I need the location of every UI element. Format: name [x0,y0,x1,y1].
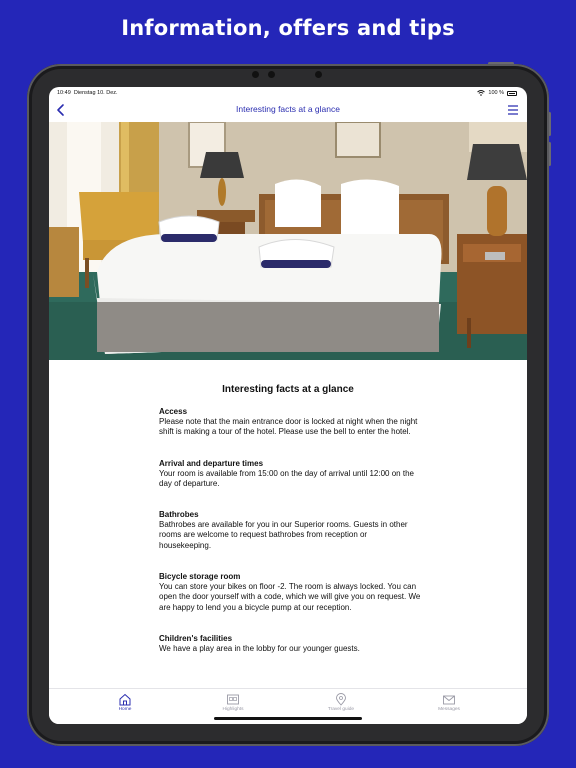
tab-label: Home [118,707,132,712]
fact-section [159,572,421,613]
fact-body: We have a play area in the lobby for our younger guests. [159,643,360,653]
content-heading: Interesting facts at a glance [222,384,354,395]
fact-section [159,407,421,438]
nav-title: Interesting facts at a glance [236,104,340,114]
status-time: 10:49 [57,90,71,96]
status-date: Dienstag 10. Dez. [73,90,118,96]
camera-dot [252,71,259,78]
tab-bar [49,688,527,724]
fact-body: Bathrobes are available for you in our Superior rooms. Guests in other rooms are welcome to request bathrobes from reception or housekeeping. [159,520,408,550]
envelope-icon [442,693,456,706]
tab-travel-guide[interactable] [311,693,371,712]
facts-content [49,360,527,688]
hotel-room-illustration [49,122,527,360]
battery-icon [507,91,517,96]
fact-title: Children's facilities [159,633,233,643]
wifi-icon [477,90,485,96]
battery-percent: 100 % [488,90,504,96]
fact-section [159,459,421,490]
nav-bar [49,99,527,121]
map-pin-icon [334,693,348,706]
fact-body: Please note that the main entrance door is locked at night when the night shift is making a tour of the hotel. Please use the bell to enter the hotel. [159,417,418,437]
fact-title: Access [159,407,188,416]
fact-section [159,510,421,551]
camera-dot [315,71,322,78]
promo-headline: Information, offers and tips [121,16,455,40]
status-right [477,90,517,96]
fact-body: You can store your bikes on floor -2. The room is always locked. You can open the door yourself with a code, which we will give you on request. We are happy to lend you a bicycle pump at our reception. [159,582,421,612]
tab-label: Messages [438,707,460,712]
camera-dot [268,71,275,78]
facts-list [159,407,421,675]
tab-highlights[interactable] [203,693,263,712]
home-icon [118,693,132,706]
tab-home[interactable] [95,693,155,712]
tab-messages[interactable] [419,693,479,712]
home-indicator[interactable] [214,717,362,720]
highlights-icon [226,693,240,706]
tab-label: Highlights [222,707,244,712]
fact-body: Your room is available from 15:00 on the day of arrival until 12:00 on the day of departure. [159,468,414,488]
fact-title: Bicycle storage room [159,572,241,582]
status-time-date [57,90,118,96]
hotel-room-photo [49,122,527,360]
fact-title: Bathrobes [159,510,199,520]
hamburger-menu-icon[interactable] [507,104,519,116]
status-bar [49,87,527,99]
app-screen [49,87,527,724]
tab-label: Travel guide [327,707,355,712]
fact-section [159,634,421,654]
fact-title: Arrival and departure times [159,458,264,468]
